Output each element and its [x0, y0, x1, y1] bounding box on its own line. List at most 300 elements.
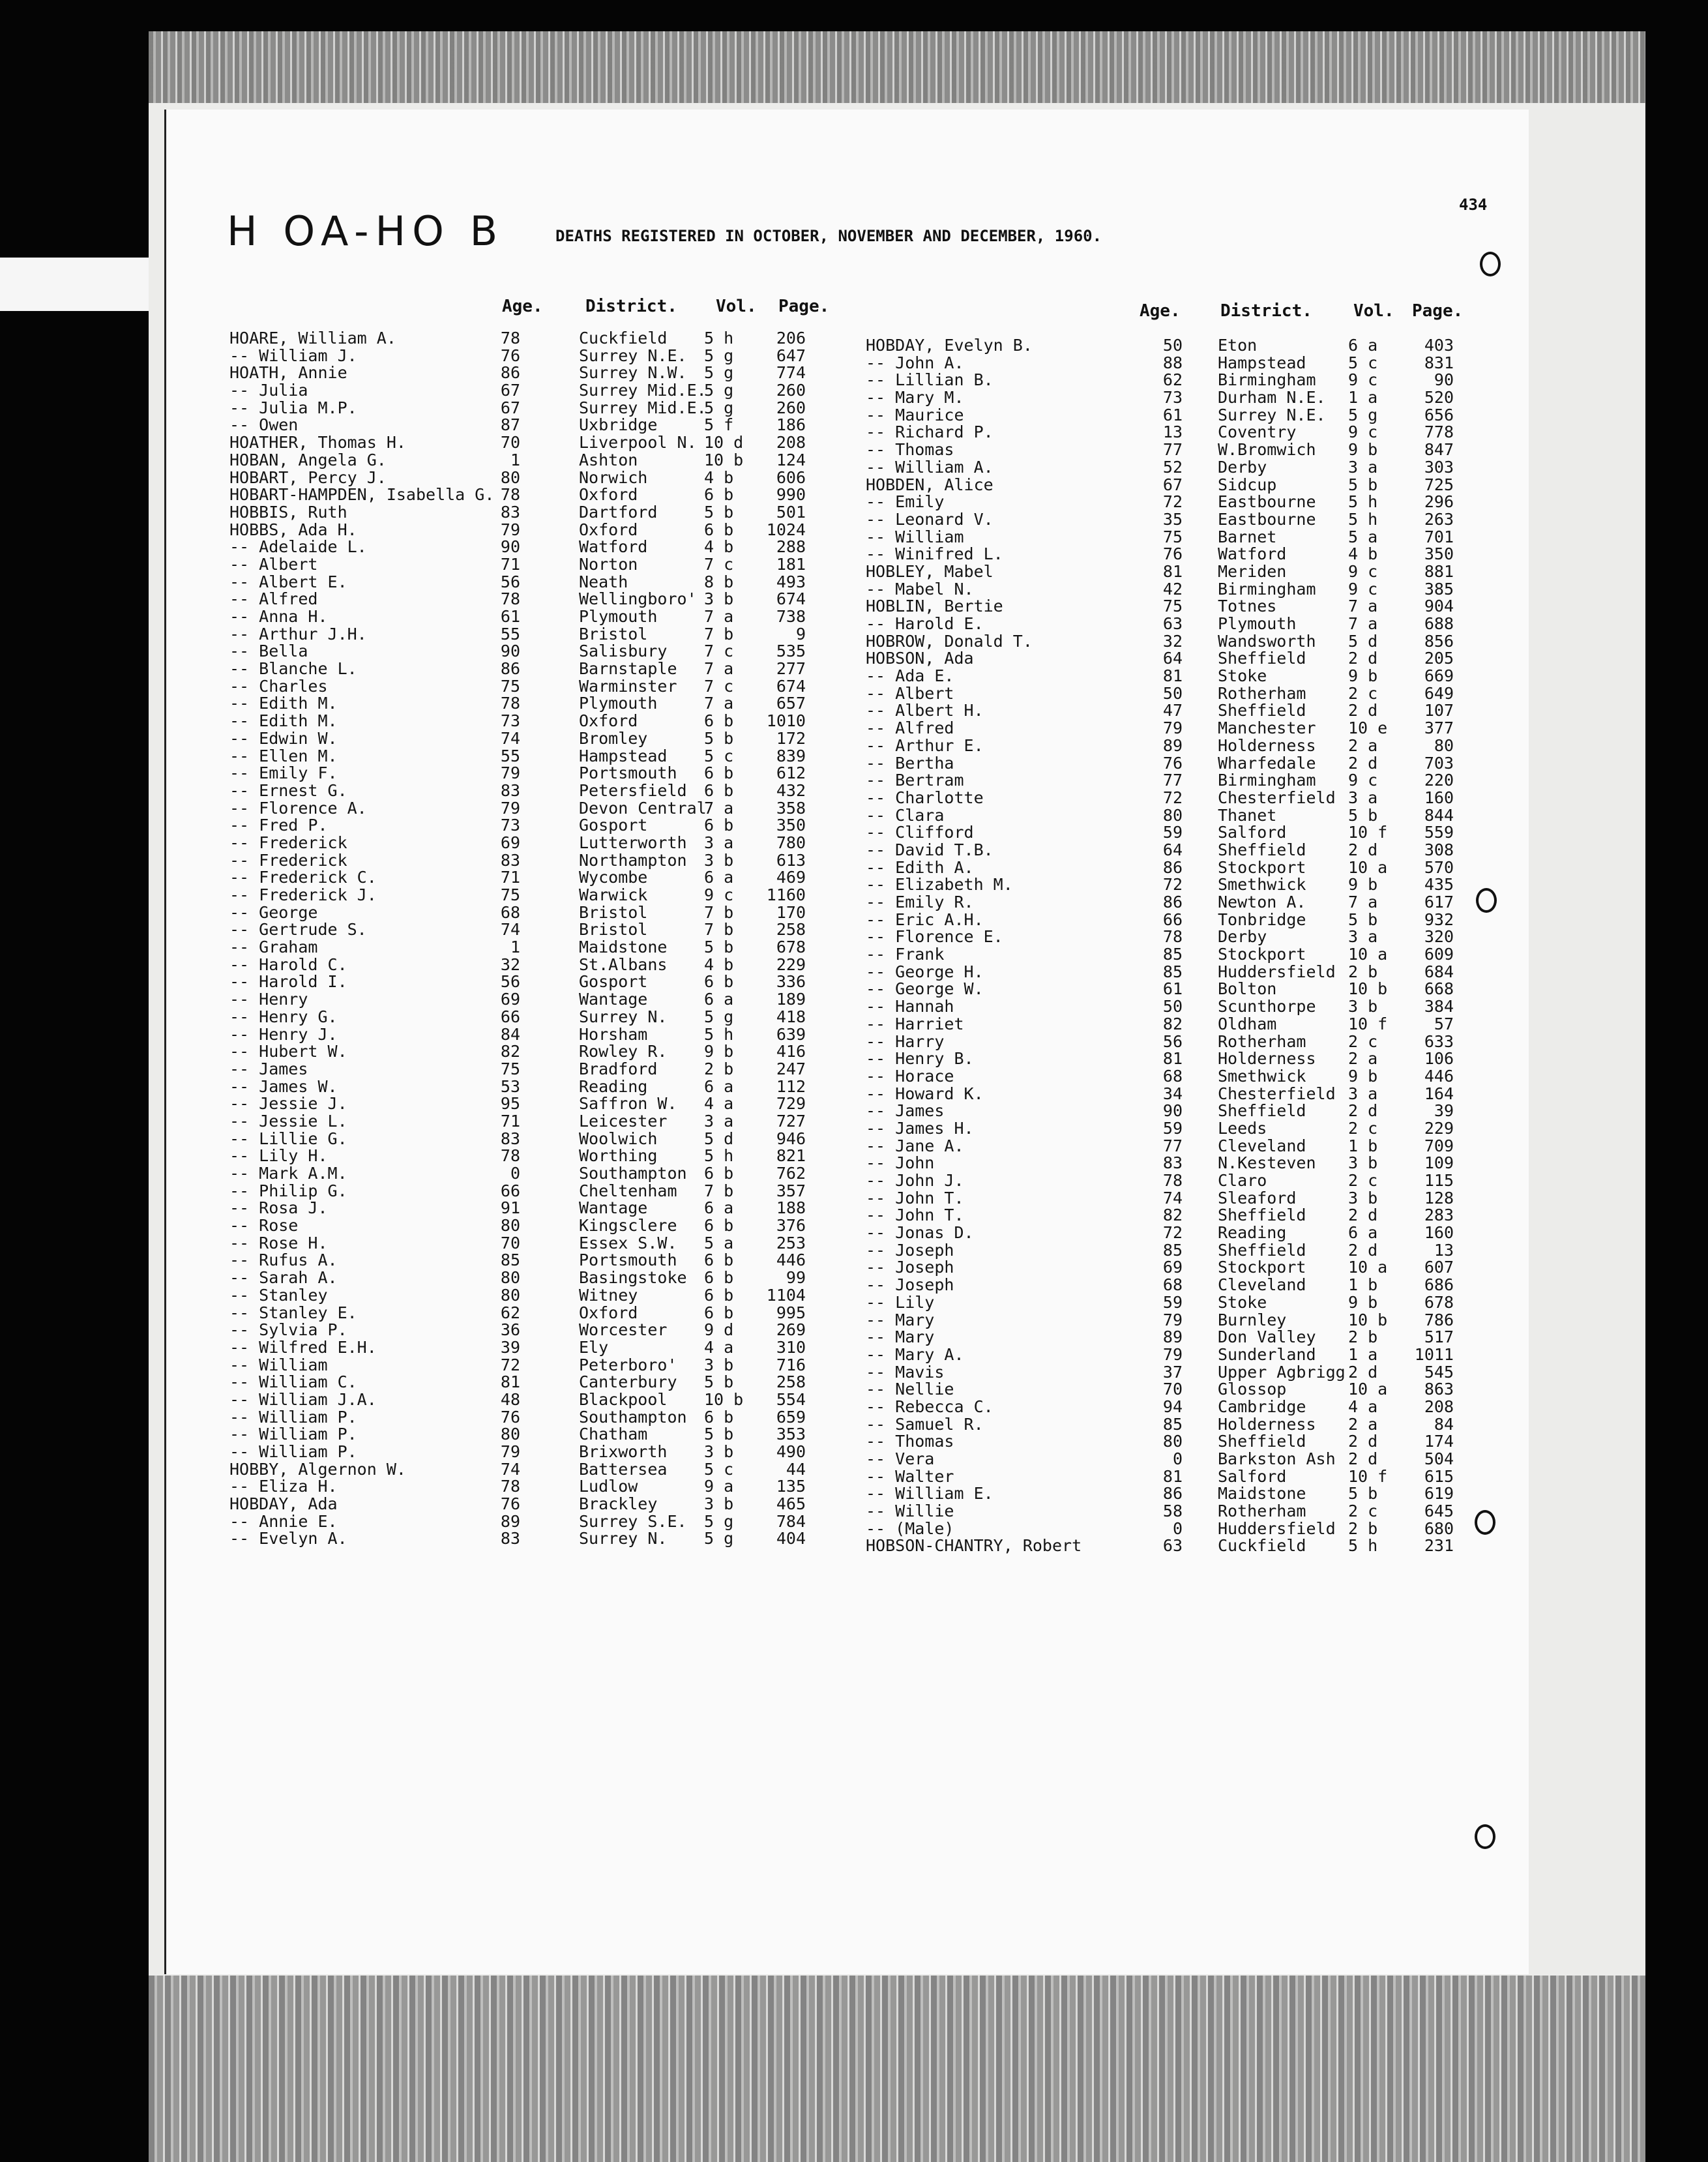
entry-row — [866, 546, 1465, 563]
entry-row — [866, 598, 1465, 615]
entry-age: 67 — [500, 381, 520, 400]
entry-name: -- William — [866, 527, 964, 546]
entry-row — [229, 800, 816, 818]
entry-volume: 5 g — [704, 363, 734, 383]
entry-page: 688 — [1424, 614, 1454, 633]
entry-page: 350 — [1424, 544, 1454, 564]
entry-name: -- Sarah A. — [229, 1268, 338, 1288]
entry-name: -- Harold E. — [866, 614, 984, 633]
entry-row — [866, 1190, 1465, 1207]
entry-row — [229, 1043, 816, 1061]
entry-page: 686 — [1424, 1275, 1454, 1295]
entry-row — [229, 817, 816, 835]
entry-row — [866, 1155, 1465, 1172]
entry-name: -- Samuel R. — [866, 1414, 984, 1434]
entry-row — [229, 973, 816, 991]
entry-row — [866, 1068, 1465, 1086]
entry-volume: 7 a — [1348, 614, 1378, 633]
entry-district: Bromley — [579, 728, 648, 748]
entry-district: Witney — [579, 1285, 638, 1305]
entry-name: -- Henry — [229, 990, 308, 1009]
entry-name: -- Elizabeth M. — [866, 875, 1013, 895]
entry-page: 229 — [1424, 1118, 1454, 1138]
entry-name: -- Mark A.M. — [229, 1164, 347, 1183]
entry-name: -- Henry G. — [229, 1007, 338, 1026]
entry-row — [229, 730, 816, 748]
entry-page: 181 — [776, 554, 806, 574]
entry-name: -- Ernest G. — [229, 780, 347, 800]
entry-name: HOBART, Percy J. — [229, 467, 387, 487]
entry-volume: 9 b — [1348, 875, 1378, 895]
entry-age: 76 — [1162, 544, 1183, 564]
entry-page: 435 — [1424, 875, 1454, 895]
entry-page: 135 — [776, 1477, 806, 1496]
entry-row — [229, 1391, 816, 1409]
entry-name: -- William J.A. — [229, 1389, 377, 1409]
entry-row — [229, 904, 816, 922]
entry-volume: 5 f — [704, 415, 734, 435]
entry-volume: 7 b — [704, 1181, 734, 1200]
entry-age: 83 — [500, 502, 520, 522]
entry-row — [866, 1277, 1465, 1294]
entry-page: 774 — [776, 363, 806, 383]
entry-district: Salisbury — [579, 642, 668, 661]
entry-page: 205 — [1424, 649, 1454, 668]
entry-volume: 3 a — [1348, 457, 1378, 477]
entry-volume: 7 a — [704, 607, 734, 626]
entry-row — [229, 991, 816, 1009]
entry-age: 71 — [500, 868, 520, 887]
entry-row — [229, 608, 816, 626]
entry-row — [866, 389, 1465, 407]
entry-name: -- Fred P. — [229, 816, 328, 835]
entry-age: 68 — [1162, 1066, 1183, 1086]
entry-name: -- Eliza H. — [229, 1477, 338, 1496]
entry-volume: 9 c — [1348, 561, 1378, 581]
entry-page: 639 — [776, 1024, 806, 1044]
entry-row — [866, 494, 1465, 511]
entry-volume: 7 c — [704, 554, 734, 574]
entry-page: 856 — [1424, 631, 1454, 651]
entry-page: 303 — [1424, 457, 1454, 477]
entry-name: -- John — [866, 1153, 935, 1173]
entry-page: 668 — [1424, 979, 1454, 999]
entry-age: 81 — [1162, 1049, 1183, 1069]
entry-volume: 6 b — [704, 1268, 734, 1288]
entry-name: -- Albert E. — [229, 572, 347, 591]
entry-page: 208 — [1424, 1397, 1454, 1416]
entry-row — [866, 563, 1465, 581]
entry-district: Sidcup — [1218, 475, 1277, 494]
entry-volume: 5 b — [704, 1425, 734, 1444]
entry-age: 85 — [1162, 962, 1183, 981]
entry-page: 1160 — [766, 885, 806, 904]
entry-district: Holderness — [1218, 1049, 1316, 1069]
entry-age: 50 — [1162, 683, 1183, 703]
entry-name: -- John A. — [866, 353, 964, 372]
entry-name: HOBLEY, Mabel — [866, 561, 994, 581]
entry-row — [229, 1252, 816, 1269]
entry-page: 545 — [1424, 1362, 1454, 1382]
entry-district: Surrey Mid.E. — [579, 381, 707, 400]
entry-name: -- Evelyn A. — [229, 1529, 347, 1548]
entry-district: Watford — [579, 537, 648, 557]
entry-volume: 7 a — [1348, 893, 1378, 911]
entry-district: Salford — [1218, 1466, 1287, 1486]
entry-district: Portsmouth — [579, 763, 677, 783]
entry-age: 83 — [500, 1129, 520, 1148]
punch-hole — [1475, 1510, 1495, 1535]
entry-district: Surrey N. — [579, 1007, 668, 1026]
entry-row — [229, 1235, 816, 1252]
entry-page: 881 — [1424, 561, 1454, 581]
entry-name: -- Adelaide L. — [229, 537, 367, 557]
entry-name: -- Maurice — [866, 405, 964, 424]
entry-page: 786 — [1424, 1310, 1454, 1329]
entry-district: Reading — [1218, 1223, 1287, 1243]
entry-volume: 2 c — [1348, 1171, 1378, 1190]
entry-row — [866, 1138, 1465, 1155]
entry-district: Surrey Mid.E. — [579, 398, 707, 417]
entry-age: 78 — [500, 694, 520, 713]
entry-age: 64 — [1162, 649, 1183, 668]
entry-row — [866, 529, 1465, 546]
entry-volume: 4 b — [704, 537, 734, 557]
entry-volume: 5 b — [1348, 910, 1378, 929]
entry-age: 75 — [500, 676, 520, 696]
entry-district: Coventry — [1218, 422, 1297, 442]
entry-page: 385 — [1424, 579, 1454, 599]
entry-volume: 6 b — [704, 972, 734, 992]
right-page-header: Page. — [1412, 301, 1464, 321]
entry-row — [229, 835, 816, 852]
entry-volume: 2 d — [1348, 1432, 1378, 1451]
entry-district: Barnet — [1218, 527, 1277, 546]
entry-row — [866, 981, 1465, 998]
entry-row — [229, 1374, 816, 1391]
entry-age: 80 — [500, 467, 520, 487]
entry-row — [229, 486, 816, 504]
entry-page: 358 — [776, 798, 806, 818]
entry-age: 74 — [500, 1459, 520, 1479]
entry-page: 416 — [776, 1042, 806, 1061]
entry-age: 71 — [500, 1111, 520, 1131]
entry-volume: 5 b — [1348, 1484, 1378, 1503]
entry-volume: 10 f — [1348, 1466, 1388, 1486]
entry-age: 77 — [1162, 1136, 1183, 1155]
entry-volume: 2 b — [1348, 962, 1378, 981]
entry-name: -- Florence E. — [866, 927, 1003, 947]
entry-page: 674 — [776, 589, 806, 609]
entry-age: 83 — [500, 1529, 520, 1548]
entry-page: 946 — [776, 1129, 806, 1148]
entry-age: 89 — [500, 1511, 520, 1531]
entry-page: 570 — [1424, 857, 1454, 877]
entry-age: 69 — [500, 990, 520, 1009]
entry-row — [866, 998, 1465, 1016]
entry-name: -- Alfred — [866, 718, 954, 738]
entry-name: -- Rufus A. — [229, 1251, 338, 1270]
entry-row — [229, 1131, 816, 1148]
entry-volume: 3 b — [704, 1355, 734, 1374]
entry-page: 353 — [776, 1425, 806, 1444]
entry-age: 1 — [510, 450, 520, 469]
entry-row — [866, 859, 1465, 877]
entry-district: Oxford — [579, 485, 638, 505]
entry-age: 37 — [1162, 1362, 1183, 1382]
entry-row — [229, 434, 816, 452]
entry-page: 432 — [776, 780, 806, 800]
entry-row — [866, 1172, 1465, 1190]
entry-district: W.Bromwich — [1218, 440, 1316, 460]
entry-page: 260 — [776, 398, 806, 417]
entry-name: -- Emily — [866, 492, 945, 512]
entry-name: -- Albert — [229, 554, 318, 574]
entry-volume: 6 a — [1348, 336, 1378, 355]
entry-district: Glossop — [1218, 1380, 1287, 1399]
entry-district: Cambridge — [1218, 1397, 1306, 1416]
entry-district: Sheffield — [1218, 840, 1306, 859]
entry-volume: 3 a — [1348, 1084, 1378, 1103]
entry-age: 78 — [500, 485, 520, 505]
entry-row — [229, 1357, 816, 1374]
entry-volume: 4 b — [1348, 544, 1378, 564]
entry-district: Bolton — [1218, 979, 1277, 999]
entry-district: Bristol — [579, 902, 648, 922]
entry-district: Leicester — [579, 1111, 668, 1131]
entry-age: 59 — [1162, 823, 1183, 842]
entry-row — [866, 581, 1465, 599]
entry-page: 559 — [1424, 823, 1454, 842]
entry-name: -- Jonas D. — [866, 1223, 974, 1243]
entry-age: 42 — [1162, 579, 1183, 599]
entry-row — [229, 469, 816, 487]
entry-page: 995 — [776, 1303, 806, 1322]
entry-page: 609 — [1424, 945, 1454, 964]
entry-page: 106 — [1424, 1049, 1454, 1069]
entry-age: 86 — [500, 659, 520, 679]
entry-district: Plymouth — [1218, 614, 1297, 633]
entry-district: Watford — [1218, 544, 1287, 564]
entry-volume: 5 c — [1348, 353, 1378, 372]
entry-page: 932 — [1424, 910, 1454, 929]
entry-district: Eastbourne — [1218, 509, 1316, 529]
right-vol-header: Vol. — [1353, 301, 1394, 321]
entry-age: 66 — [500, 1007, 520, 1026]
entry-district: Eastbourne — [1218, 492, 1316, 512]
entry-name: -- Alfred — [229, 589, 318, 609]
entry-age: 79 — [500, 520, 520, 539]
entry-age: 80 — [500, 1425, 520, 1444]
entry-district: Chesterfield — [1218, 788, 1336, 807]
entry-age: 86 — [1162, 857, 1183, 877]
entry-row — [866, 1329, 1465, 1346]
entry-row — [229, 643, 816, 660]
entry-row — [866, 441, 1465, 459]
entry-age: 90 — [1162, 1101, 1183, 1121]
entry-volume: 3 b — [704, 1494, 734, 1514]
entry-volume: 10 a — [1348, 857, 1388, 877]
entry-district: Ely — [579, 1337, 609, 1357]
entry-district: Chesterfield — [1218, 1084, 1336, 1103]
entry-district: Woolwich — [579, 1129, 658, 1148]
entry-district: Scunthorpe — [1218, 997, 1316, 1016]
entry-page: 1011 — [1414, 1344, 1454, 1364]
entry-age: 88 — [1162, 353, 1183, 372]
entry-page: 839 — [776, 746, 806, 765]
entry-row — [229, 695, 816, 713]
entry-volume: 3 a — [704, 1111, 734, 1131]
entry-page: 376 — [776, 1216, 806, 1236]
entry-age: 13 — [1162, 422, 1183, 442]
entry-page: 678 — [1424, 1292, 1454, 1312]
entry-volume: 5 h — [1348, 1536, 1378, 1556]
entry-page: 160 — [1424, 788, 1454, 807]
entry-volume: 3 b — [1348, 1153, 1378, 1173]
entry-volume: 2 b — [704, 1059, 734, 1078]
entry-name: -- Stanley — [229, 1285, 328, 1305]
entry-age: 85 — [1162, 1414, 1183, 1434]
entry-name: -- Lily — [866, 1292, 935, 1312]
entry-age: 80 — [500, 1285, 520, 1305]
entry-volume: 2 d — [1348, 753, 1378, 773]
entry-district: Warwick — [579, 885, 648, 904]
entry-age: 53 — [500, 1076, 520, 1096]
entry-district: Gosport — [579, 816, 648, 835]
entry-age: 70 — [500, 1233, 520, 1252]
entry-district: Smethwick — [1218, 1066, 1306, 1086]
entry-district: Canterbury — [579, 1372, 677, 1392]
entry-age: 91 — [500, 1198, 520, 1218]
entry-name: -- Owen — [229, 415, 299, 435]
entry-page: 186 — [776, 415, 806, 435]
entry-page: 633 — [1424, 1031, 1454, 1051]
entry-row — [866, 894, 1465, 911]
entry-row — [866, 511, 1465, 529]
entry-row — [229, 504, 816, 522]
entry-district: Smethwick — [1218, 875, 1306, 895]
entry-row — [866, 1346, 1465, 1364]
entry-row — [866, 1399, 1465, 1416]
entry-district: Barnstaple — [579, 659, 677, 679]
entry-page: 231 — [1424, 1536, 1454, 1556]
entry-district: Cheltenham — [579, 1181, 677, 1200]
entry-age: 79 — [1162, 718, 1183, 738]
entry-name: -- Lillie G. — [229, 1129, 347, 1148]
entry-name: -- Bella — [229, 642, 308, 661]
entry-row — [229, 1496, 816, 1513]
entry-name: -- Rosa J. — [229, 1198, 328, 1218]
entry-volume: 5 b — [704, 1372, 734, 1392]
entry-row — [229, 382, 816, 400]
entry-name: -- William P. — [229, 1425, 357, 1444]
entry-row — [229, 400, 816, 417]
entry-age: 90 — [500, 642, 520, 661]
entry-district: Lutterworth — [579, 833, 687, 852]
entry-page: 283 — [1424, 1206, 1454, 1225]
entry-page: 847 — [1424, 440, 1454, 460]
entry-district: Rowley R. — [579, 1042, 668, 1061]
entry-page: 206 — [776, 329, 806, 348]
entry-volume: 7 c — [704, 642, 734, 661]
entry-age: 76 — [500, 1407, 520, 1427]
entry-page: 607 — [1424, 1258, 1454, 1277]
entry-volume: 8 b — [704, 572, 734, 591]
entry-row — [229, 1061, 816, 1078]
entry-name: -- Blanche L. — [229, 659, 357, 679]
entry-district: Cleveland — [1218, 1136, 1306, 1155]
entry-district: Hampstead — [1218, 353, 1306, 372]
entry-name: -- Walter — [866, 1466, 954, 1486]
entry-district: Ludlow — [579, 1477, 638, 1496]
entry-age: 95 — [500, 1094, 520, 1114]
entry-district: Neath — [579, 572, 628, 591]
entry-volume: 5 g — [704, 346, 734, 365]
entry-volume: 3 b — [704, 850, 734, 870]
entry-age: 59 — [1162, 1118, 1183, 1138]
entry-name: -- Harriet — [866, 1014, 964, 1033]
entry-volume: 1 b — [1348, 1136, 1378, 1155]
entry-district: Manchester — [1218, 718, 1316, 738]
entry-page: 657 — [776, 694, 806, 713]
entry-volume: 5 c — [704, 1459, 734, 1479]
entry-volume: 5 d — [1348, 631, 1378, 651]
entry-volume: 6 a — [704, 1076, 734, 1096]
entry-row — [229, 348, 816, 365]
entry-name: -- Lillian B. — [866, 370, 994, 390]
entry-volume: 5 g — [704, 1511, 734, 1531]
entry-district: Salford — [1218, 823, 1287, 842]
entry-page: 384 — [1424, 997, 1454, 1016]
entry-page: 174 — [1424, 1432, 1454, 1451]
entry-age: 87 — [500, 415, 520, 435]
entry-row — [866, 876, 1465, 894]
entry-name: -- Joseph — [866, 1258, 954, 1277]
entry-row — [866, 1537, 1465, 1555]
entry-row — [866, 633, 1465, 651]
entry-volume: 6 b — [704, 780, 734, 800]
entry-page: 990 — [776, 485, 806, 505]
entry-volume: 7 a — [704, 694, 734, 713]
entry-volume: 10 d — [704, 433, 744, 452]
entry-page: 320 — [1424, 927, 1454, 947]
entry-name: HOBSON-CHANTRY, Robert — [866, 1536, 1082, 1556]
entry-district: Barkston Ash — [1218, 1449, 1336, 1468]
entry-age: 70 — [1162, 1380, 1183, 1399]
entry-volume: 2 b — [1348, 1518, 1378, 1538]
entry-district: Worthing — [579, 1146, 658, 1166]
entry-volume: 6 b — [704, 520, 734, 539]
entry-name: -- Joseph — [866, 1240, 954, 1260]
entry-district: Maidstone — [579, 938, 668, 957]
entry-row — [866, 1120, 1465, 1138]
entry-name: -- Mavis — [866, 1362, 945, 1382]
entry-volume: 4 a — [704, 1337, 734, 1357]
entry-volume: 10 f — [1348, 823, 1388, 842]
entry-row — [866, 824, 1465, 842]
entry-page: 124 — [776, 450, 806, 469]
entry-name: HOATHER, Thomas H. — [229, 433, 406, 452]
entry-name: -- Julia M.P. — [229, 398, 357, 417]
entry-name: -- Henry J. — [229, 1024, 338, 1044]
entry-row — [866, 772, 1465, 790]
entry-page: 504 — [1424, 1449, 1454, 1468]
entry-district: Birmingham — [1218, 771, 1316, 790]
entry-name: -- Lily H. — [229, 1146, 328, 1166]
entry-district: Stockport — [1218, 945, 1306, 964]
punch-hole — [1476, 888, 1497, 913]
entry-page: 613 — [776, 850, 806, 870]
